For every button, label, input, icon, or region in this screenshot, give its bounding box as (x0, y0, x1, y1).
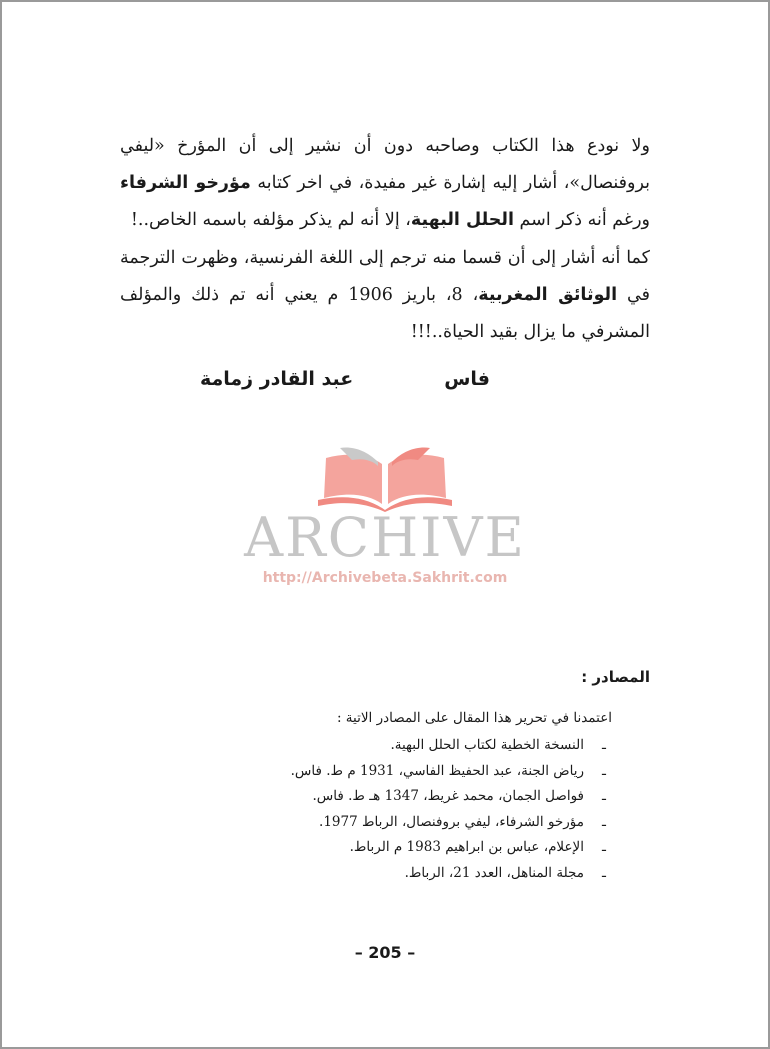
watermark-word: ARCHIVE (244, 506, 526, 569)
article-paragraph-1 (120, 128, 650, 239)
sources-intro: اعتمدنا في تحرير هذا المقال على المصادر الاتية : (336, 710, 612, 726)
bullet-dash: ـ (602, 813, 606, 830)
paragraph-text: كما أنه أشار إلى أن قسما منه ترجم إلى اللغة الفرنسية، وظهرت الترجمة في (120, 248, 650, 305)
bullet-dash: ـ (602, 737, 606, 753)
signature-city: فاس (444, 368, 490, 390)
list-item (291, 733, 612, 759)
source-text: مؤرخو الشرفاء، ليفي بروفنصال، الرباط 1977. (319, 813, 584, 830)
sources-list (291, 733, 612, 886)
paragraph-text: ولا نودع هذا الكتاب وصاحبه دون أن نشير إلى أن المؤرخ «ليفي بروفنصال»، أشار إليه إشارة غير مفيدة، في اخر كتابه (120, 136, 650, 193)
archive-watermark (240, 440, 530, 600)
book-title-bold: الحلل البهية (410, 210, 514, 230)
list-item (291, 810, 612, 836)
source-text: مجلة المناهل، العدد 21، الرباط. (404, 864, 584, 881)
signature (150, 362, 490, 402)
bullet-dash: ـ (602, 839, 606, 855)
paragraph-text: ورغم أنه ذكر اسم (513, 210, 650, 230)
list-item (291, 759, 612, 785)
bullet-dash: ـ (602, 864, 606, 881)
book-title-bold: مؤرخو الشرفاء (120, 173, 251, 193)
source-text: رياض الجنة، عبد الحفيظ الفاسي، 1931 م ط. فاس. (290, 762, 584, 779)
open-book-icon (318, 444, 452, 512)
paragraph-text: ، إلا أنه لم يذكر مؤلفه باسمه الخاص..! (130, 210, 411, 230)
watermark-url: http://Archivebeta.Sakhrit.com (262, 570, 508, 586)
source-text: النسخة الخطية لكتاب الحلل البهية. (390, 737, 584, 753)
page-number: – 205 – (354, 943, 416, 962)
source-text: الإعلام، عباس بن ابراهيم 1983 م الرباط. (349, 839, 584, 855)
list-item (291, 835, 612, 861)
bullet-dash: ـ (602, 788, 606, 804)
signature-author: عبد القادر زمامة (200, 368, 354, 390)
sources-heading: المصادر : (581, 668, 650, 686)
book-title-bold: الوثائق المغربية (478, 285, 618, 305)
list-item (291, 784, 612, 810)
bullet-dash: ـ (602, 762, 606, 779)
source-text: فواصل الجمان، محمد غريط، 1347 هـ ط. فاس. (312, 788, 584, 804)
list-item (291, 861, 612, 887)
article-paragraph-2 (120, 240, 650, 351)
paragraph-text: ، 8، باريز 1906 م يعني أنه تم ذلك والمؤلف المشرفي ما يزال بقيد الحياة..!!! (120, 285, 650, 342)
